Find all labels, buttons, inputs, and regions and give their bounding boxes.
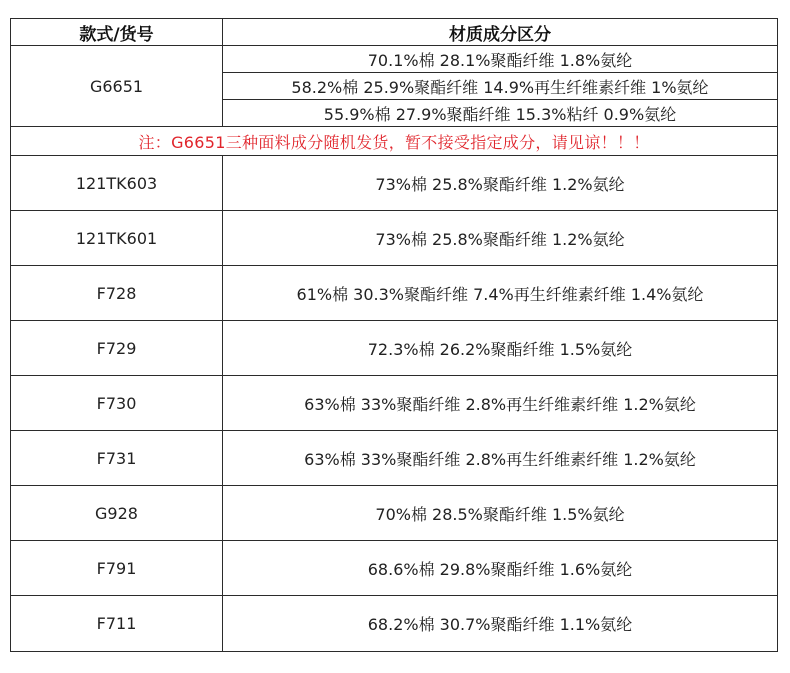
material-cell: 68.2%棉 30.7%聚酯纤维 1.1%氨纶: [223, 596, 778, 652]
rows-body: [11, 156, 778, 652]
material-cell: 70%棉 28.5%聚酯纤维 1.5%氨纶: [223, 486, 778, 541]
style-code-cell: 121TK603: [11, 156, 223, 211]
group-variant-cell: 70.1%棉 28.1%聚酯纤维 1.8%氨纶: [223, 46, 778, 73]
header-row: [11, 19, 778, 46]
table-row: [11, 431, 778, 486]
style-code-cell: F729: [11, 321, 223, 376]
group-style-cell: G6651: [11, 46, 223, 127]
table-row: [11, 156, 778, 211]
table-row: [11, 541, 778, 596]
style-code-cell: F730: [11, 376, 223, 431]
table-row: [11, 211, 778, 266]
material-cell: 63%棉 33%聚酯纤维 2.8%再生纤维素纤维 1.2%氨纶: [223, 376, 778, 431]
group-row: [11, 46, 778, 73]
material-column-header: 材质成分区分: [223, 19, 778, 46]
composition-table: [10, 18, 778, 652]
material-cell: 72.3%棉 26.2%聚酯纤维 1.5%氨纶: [223, 321, 778, 376]
table-row: [11, 376, 778, 431]
style-code-cell: 121TK601: [11, 211, 223, 266]
table-row: [11, 321, 778, 376]
style-column-header: 款式/货号: [11, 19, 223, 46]
material-cell: 68.6%棉 29.8%聚酯纤维 1.6%氨纶: [223, 541, 778, 596]
note-row: [11, 127, 778, 156]
material-cell: 61%棉 30.3%聚酯纤维 7.4%再生纤维素纤维 1.4%氨纶: [223, 266, 778, 321]
material-cell: 63%棉 33%聚酯纤维 2.8%再生纤维素纤维 1.2%氨纶: [223, 431, 778, 486]
table-row: [11, 596, 778, 652]
style-code-cell: F728: [11, 266, 223, 321]
table-row: [11, 486, 778, 541]
group-variant-cell: 55.9%棉 27.9%聚酯纤维 15.3%粘纤 0.9%氨纶: [223, 100, 778, 127]
style-code-cell: F711: [11, 596, 223, 652]
material-cell: 73%棉 25.8%聚酯纤维 1.2%氨纶: [223, 211, 778, 266]
note-text: 注：G6651三种面料成分随机发货，暂不接受指定成分，请见谅！！！: [11, 127, 778, 156]
material-cell: 73%棉 25.8%聚酯纤维 1.2%氨纶: [223, 156, 778, 211]
group-variant-cell: 58.2%棉 25.9%聚酯纤维 14.9%再生纤维素纤维 1%氨纶: [223, 73, 778, 100]
style-code-cell: G928: [11, 486, 223, 541]
style-code-cell: F731: [11, 431, 223, 486]
table-row: [11, 266, 778, 321]
style-code-cell: F791: [11, 541, 223, 596]
